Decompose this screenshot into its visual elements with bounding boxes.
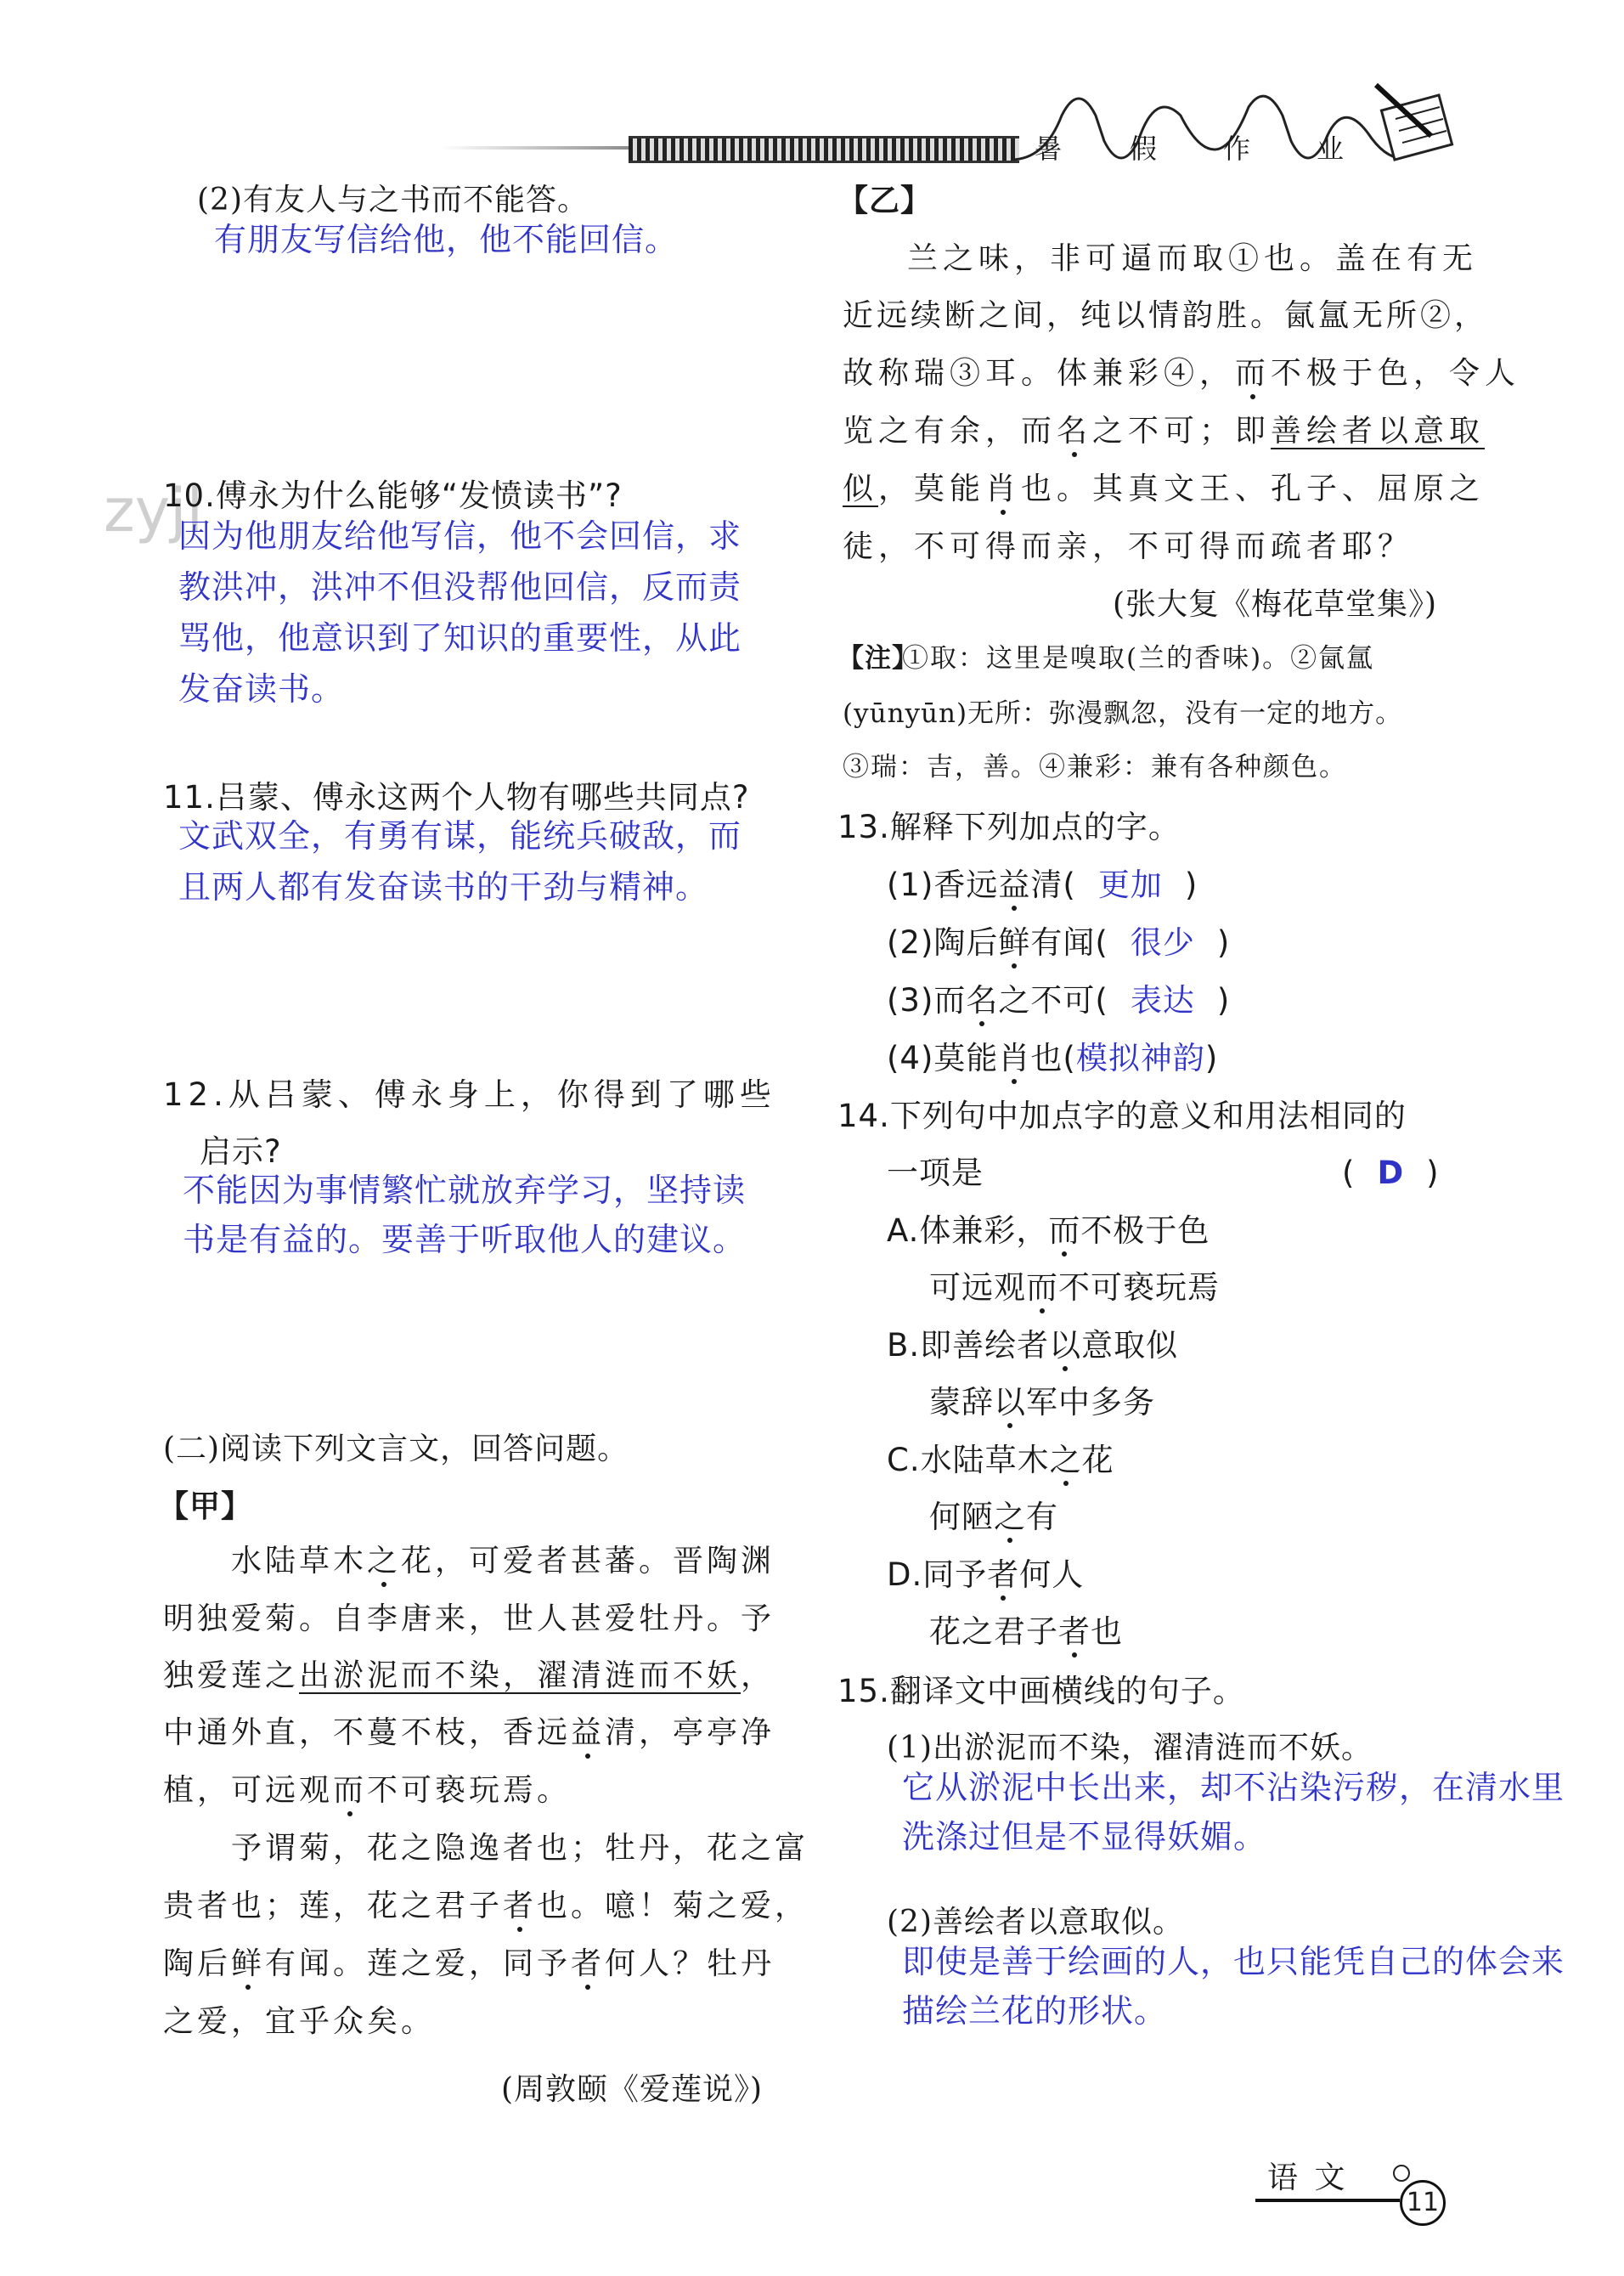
q14-option-b-line-2: 蒙辞以军中多务 bbox=[929, 1384, 1155, 1420]
q11-answer-line-1: 文武双全，有勇有谋，能统兵破敌，而 bbox=[178, 817, 742, 855]
yi-line-5: 似，莫能肖也。其真文王、孔子、屈原之 bbox=[843, 472, 1486, 506]
note-line-2: (yūnyūn)无所：弥漫飘忽，没有一定的地方。 bbox=[843, 698, 1403, 729]
note-line-1: ①取：这里是嗅取(兰的香味)。②氤氲 bbox=[902, 643, 1375, 674]
section-2-title: (二)阅读下列文言文，回答问题。 bbox=[163, 1432, 629, 1466]
q10-answer-line-3: 骂他，他意识到了知识的重要性，从此 bbox=[178, 619, 742, 657]
q10-answer-line-1: 因为他朋友给他写信，他不会回信，求 bbox=[178, 517, 742, 555]
q12-answer-line-1: 不能因为事情繁忙就放弃学习，坚持读 bbox=[183, 1172, 747, 1209]
q10-answer-line-2: 教洪冲，洪冲不但没帮他回信，反而责 bbox=[178, 568, 742, 606]
q13-answer-3: 表达 bbox=[1130, 982, 1195, 1019]
jia-line-2: 明独爱菊。自李唐来，世人甚爱牡丹。予 bbox=[163, 1601, 775, 1636]
jia-line-6: 予谓菊，花之隐逸者也；牡丹，花之富 bbox=[231, 1831, 809, 1866]
header-char-4: 业 bbox=[1317, 133, 1345, 165]
q12-text-line-1: 12.从吕蒙、傅永身上，你得到了哪些 bbox=[163, 1076, 776, 1113]
note-line-3: ③瑞：吉，善。④兼彩：兼有各种颜色。 bbox=[843, 752, 1347, 782]
q14-option-d-line-2: 花之君子者也 bbox=[929, 1613, 1123, 1650]
header-char-2: 假 bbox=[1130, 133, 1158, 165]
header-char-1: 暑 bbox=[1035, 133, 1063, 165]
q14-option-c-line-2: 何陋之有 bbox=[929, 1499, 1058, 1535]
footer-small-circle bbox=[1393, 2165, 1410, 2182]
q11-answer-line-2: 且两人都有发奋读书的干劲与精神。 bbox=[178, 868, 709, 906]
q13-item-1: (1)香远益清( 更加 ) bbox=[887, 867, 1198, 903]
q15-text: 15.翻译文中画横线的句子。 bbox=[837, 1673, 1245, 1709]
q15-2-text: (2)善绘者以意取似。 bbox=[887, 1905, 1184, 1940]
q15-1-answer-line-2: 洗涤过但是不显得妖媚。 bbox=[902, 1818, 1267, 1855]
jia-line-1: 水陆草木之花，可爱者甚蕃。晋陶渊 bbox=[231, 1544, 775, 1579]
jia-line-4: 中通外直，不蔓不枝，香远益清，亭亭净 bbox=[163, 1715, 775, 1750]
header-fade-line bbox=[442, 146, 637, 150]
q14-answer-paren: ( D ) bbox=[1342, 1155, 1440, 1191]
q10-text: 10.傅永为什么能够“发愤读书”? bbox=[163, 477, 623, 514]
q14-option-d-line-1: D.同予者何人 bbox=[887, 1556, 1085, 1593]
yi-line-6: 徒，不可得而亲，不可得而疏者耶？ bbox=[843, 529, 1414, 564]
q13-answer-2: 很少 bbox=[1130, 924, 1195, 961]
yi-line-4: 览之有余，而名之不可；即善绘者以意取 bbox=[843, 414, 1486, 449]
q14-answer: D bbox=[1377, 1155, 1405, 1191]
q9-2-text: (2)有友人与之书而不能答。 bbox=[197, 183, 589, 217]
jia-line-5: 植，可远观而不可亵玩焉。 bbox=[163, 1773, 572, 1808]
jia-line-9: 之爱，宜乎众矣。 bbox=[163, 2004, 436, 2039]
yi-label: 【乙】 bbox=[837, 183, 933, 218]
header-film-strip bbox=[629, 136, 1019, 163]
q14-text-line-1: 14.下列句中加点字的意义和用法相同的 bbox=[837, 1098, 1407, 1134]
q13-item-4: (4)莫能肖也(模拟神韵) bbox=[887, 1040, 1219, 1076]
yi-line-1: 兰之味，非可逼而取①也。盖在有无 bbox=[907, 241, 1479, 276]
q14-text-line-2: 一项是 bbox=[887, 1155, 984, 1191]
q13-answer-4: 模拟神韵 bbox=[1075, 1040, 1205, 1076]
q13-text: 13.解释下列加点的字。 bbox=[837, 809, 1181, 845]
note-label: 【注】 bbox=[837, 643, 919, 674]
jia-line-7: 贵者也；莲，花之君子者也。噫！菊之爱， bbox=[163, 1889, 809, 1923]
jia-line-8: 陶后鲜有闻。莲之爱，同予者何人？牡丹 bbox=[163, 1946, 775, 1981]
footer-rule bbox=[1255, 2199, 1400, 2202]
watermark: zyjl bbox=[104, 476, 204, 545]
q14-option-c-line-1: C.水陆草木之花 bbox=[887, 1442, 1114, 1478]
jia-source: (周敦颐《爱莲说》) bbox=[501, 2072, 764, 2107]
q13-item-2: (2)陶后鲜有闻( 很少 ) bbox=[887, 924, 1231, 961]
q10-answer-line-4: 发奋读书。 bbox=[178, 670, 345, 708]
q9-2-answer: 有朋友写信给他，他不能回信。 bbox=[214, 221, 679, 258]
q15-2-answer-line-1: 即使是善于绘画的人，也只能凭自己的体会来 bbox=[902, 1943, 1565, 1980]
yi-source: (张大复《梅花草堂集》) bbox=[1113, 587, 1438, 622]
q14-option-b-line-1: B.即善绘者以意取似 bbox=[887, 1327, 1179, 1364]
q13-answer-1: 更加 bbox=[1097, 867, 1163, 903]
q15-1-answer-line-1: 它从淤泥中长出来，却不沾染污秽，在清水里 bbox=[902, 1769, 1565, 1806]
yi-line-2: 近远续断之间，纯以情韵胜。氤氲无所②， bbox=[843, 298, 1489, 333]
q12-answer-line-2: 书是有益的。要善于听取他人的建议。 bbox=[183, 1221, 747, 1258]
q15-2-answer-line-2: 描绘兰花的形状。 bbox=[902, 1992, 1168, 2030]
q11-text: 11.吕蒙、傅永这两个人物有哪些共同点? bbox=[163, 779, 750, 816]
notebook-pen-icon bbox=[1372, 76, 1465, 170]
q12-text-line-2: 启示? bbox=[200, 1133, 282, 1170]
page-number: 11 bbox=[1400, 2180, 1446, 2226]
yi-line-3: 故称瑞③耳。体兼彩④，而不极于色，令人 bbox=[843, 356, 1521, 391]
jia-line-3: 独爱莲之出淤泥而不染，濯清涟而不妖， bbox=[163, 1658, 775, 1693]
q13-item-3: (3)而名之不可( 表达 ) bbox=[887, 982, 1231, 1019]
footer-subject: 语 文 bbox=[1267, 2160, 1349, 2195]
underlined-sentence-2: 善绘者以意取 bbox=[1271, 414, 1486, 449]
header-char-3: 作 bbox=[1223, 133, 1251, 165]
q15-1-text: (1)出淤泥而不染，濯清涟而不妖。 bbox=[887, 1731, 1373, 1765]
q14-option-a-line-2: 可远观而不可亵玩焉 bbox=[929, 1269, 1220, 1306]
underlined-sentence-1: 出淤泥而不染，濯清涟而不妖 bbox=[299, 1658, 742, 1693]
jia-label: 【甲】 bbox=[158, 1488, 253, 1524]
q14-option-a-line-1: A.体兼彩，而不极于色 bbox=[887, 1212, 1210, 1249]
